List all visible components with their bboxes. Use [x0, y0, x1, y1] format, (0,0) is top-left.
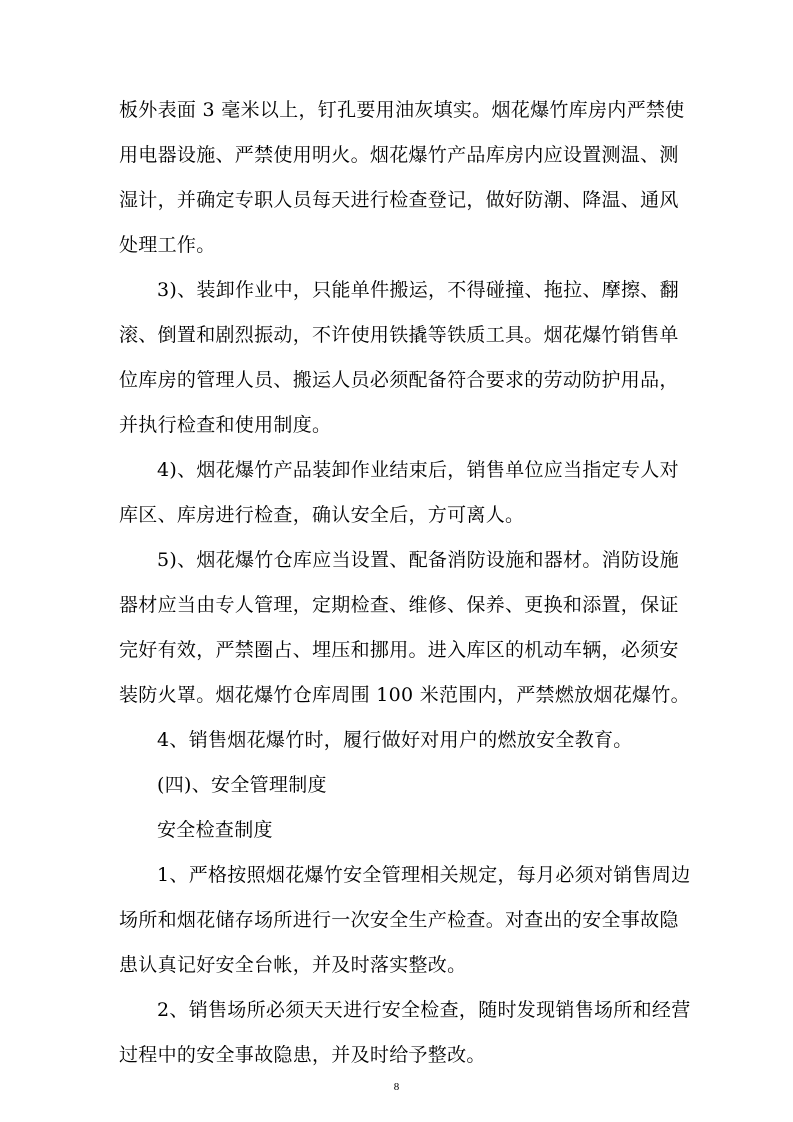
paragraph-start-line: 2、销售场所必须天天进行安全检查，随时发现销售场所和经营: [157, 999, 691, 1021]
text-line: 器材应当由专人管理，定期检查、维修、保养、更换和添置，保证: [119, 594, 679, 616]
paragraph-start-line: 4)、烟花爆竹产品装卸作业结束后，销售单位应当指定专人对: [157, 459, 679, 481]
paragraph-start-line: 5)、烟花爆竹仓库应当设置、配备消防设施和器材。消防设施: [157, 549, 679, 571]
text-line: 处理工作。: [119, 234, 216, 256]
text-line: 过程中的安全事故隐患，并及时给予整改。: [119, 1044, 486, 1066]
section-heading: (四)、安全管理制度: [157, 774, 327, 796]
paragraph-start-line: 3)、装卸作业中，只能单件搬运，不得碰撞、拖拉、摩擦、翻: [157, 279, 679, 301]
text-line: 装防火罩。烟花爆竹仓库周围 100 米范围内，严禁燃放烟花爆竹。: [119, 684, 690, 706]
page-number: 8: [393, 1081, 400, 1093]
paragraph-line: 4、销售烟花爆竹时，履行做好对用户的燃放安全教育。: [157, 729, 633, 751]
text-line: 场所和烟花储存场所进行一次安全生产检查。对查出的安全事故隐: [119, 909, 679, 931]
text-line: 库区、库房进行检查，确认安全后，方可离人。: [119, 504, 525, 526]
text-line: 用电器设施、严禁使用明火。烟花爆竹产品库房内应设置测温、测: [119, 144, 679, 166]
text-line: 位库房的管理人员、搬运人员必须配备符合要求的劳动防护用品，: [119, 369, 679, 391]
text-line: 滚、倒置和剧烈振动，不许使用铁撬等铁质工具。烟花爆竹销售单: [119, 324, 679, 346]
paragraph-start-line: 1、严格按照烟花爆竹安全管理相关规定，每月必须对销售周边: [157, 864, 691, 886]
text-line: 完好有效，严禁圈占、埋压和挪用。进入库区的机动车辆，必须安: [119, 639, 679, 661]
text-line: 并执行检查和使用制度。: [119, 414, 332, 436]
text-line: 湿计，并确定专职人员每天进行检查登记，做好防潮、降温、通风: [119, 189, 679, 211]
text-line: 患认真记好安全台帐，并及时落实整改。: [119, 954, 467, 976]
subsection-heading: 安全检查制度: [157, 819, 273, 841]
text-line: 板外表面 3 毫米以上，钉孔要用油灰填实。烟花爆竹库房内严禁使: [119, 99, 685, 121]
